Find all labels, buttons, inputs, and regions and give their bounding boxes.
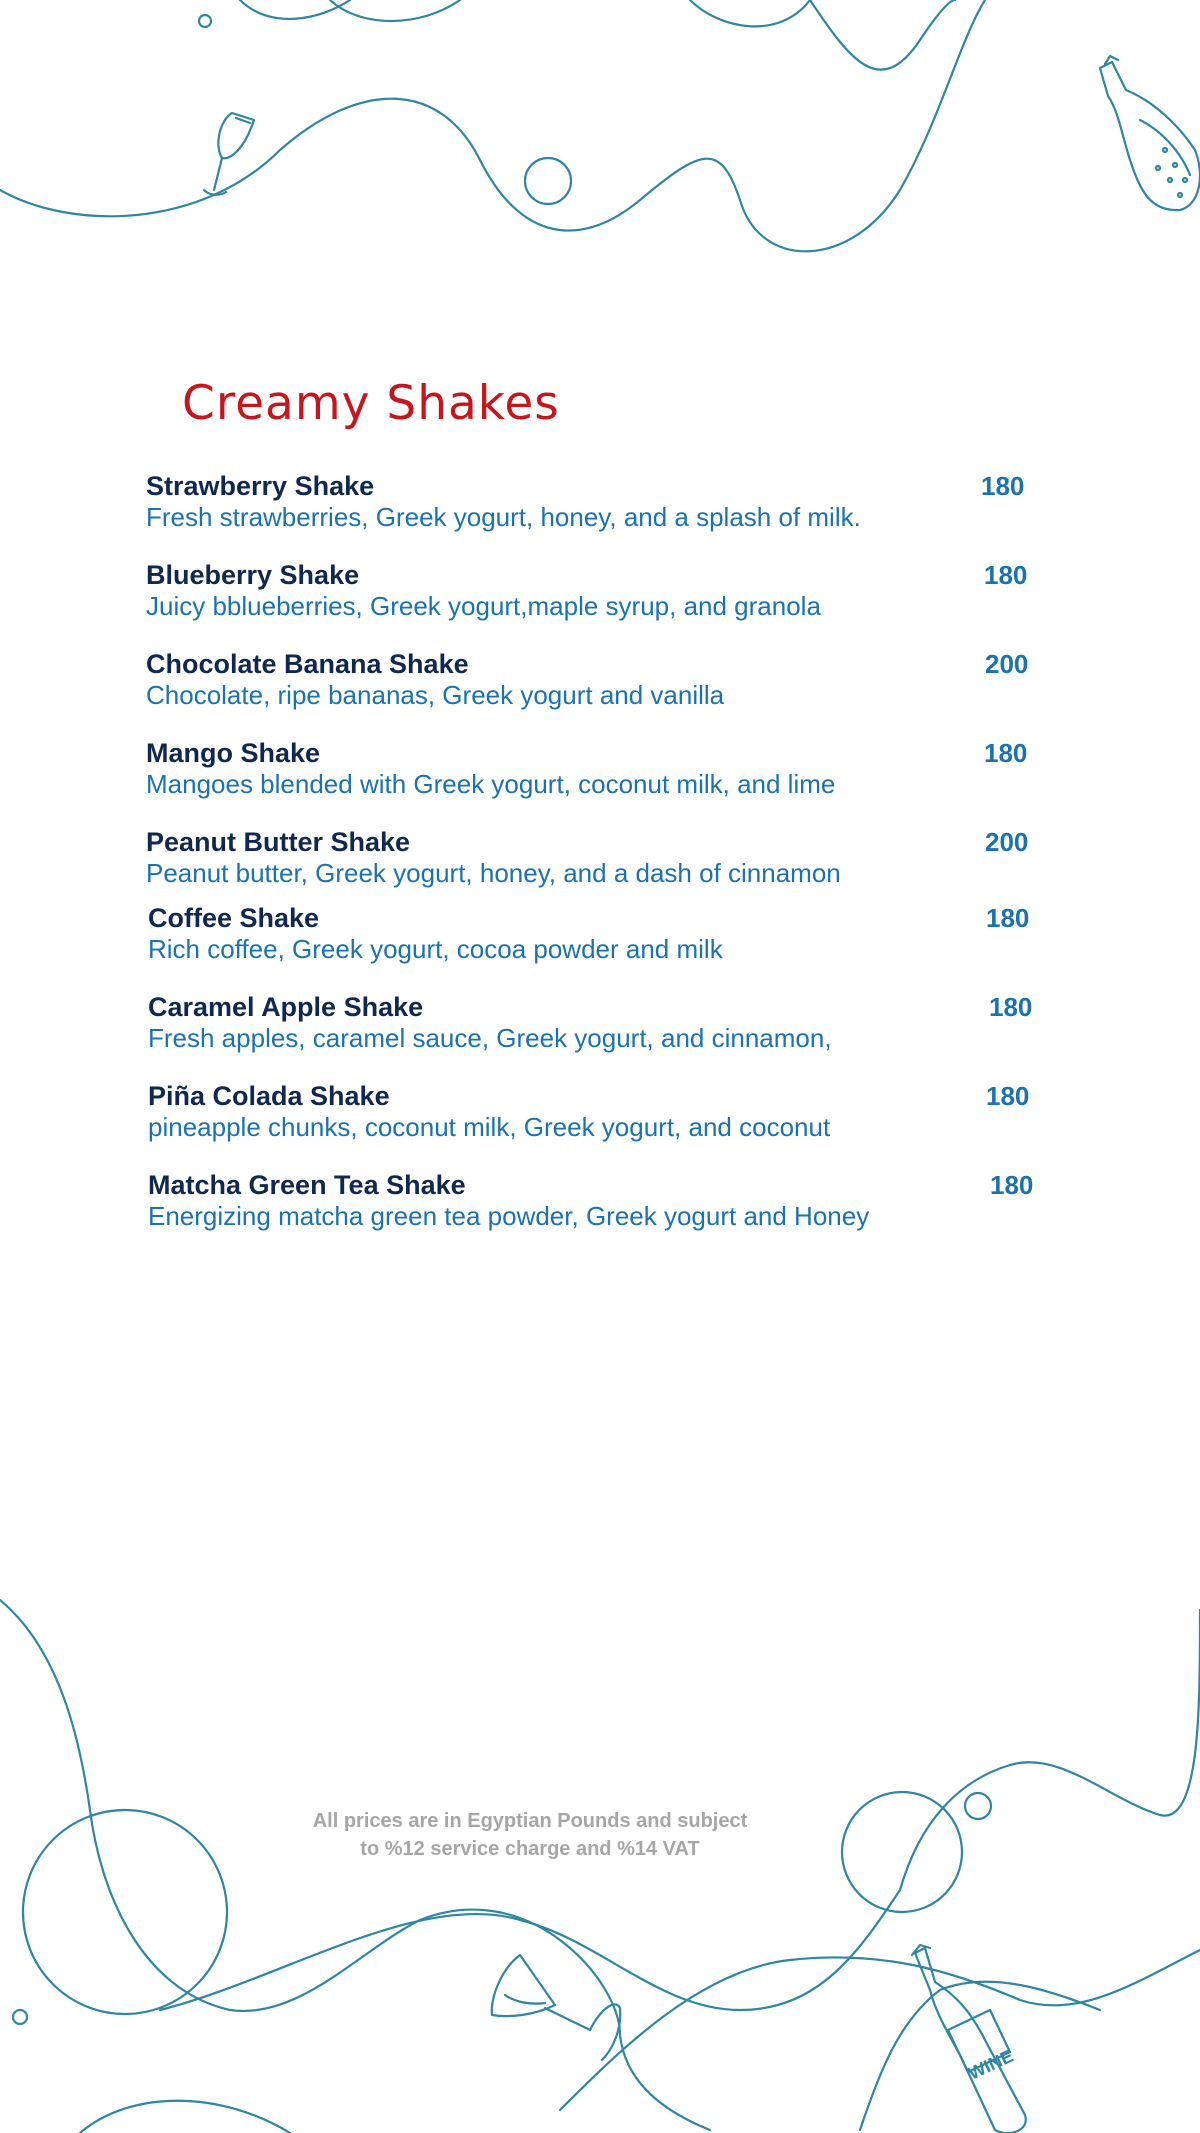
wine-glass-icon: [204, 113, 254, 195]
menu-item-caramel-apple-shake: [148, 991, 1048, 1053]
decanter-icon: [1100, 56, 1200, 210]
item-name: Blueberry Shake: [146, 560, 360, 590]
menu-item-pina-colada-shake: [148, 1080, 1048, 1142]
item-price: 180: [984, 738, 1028, 768]
item-price: 180: [981, 471, 1025, 501]
item-description: Rich coffee, Greek yogurt, cocoa powder and milk: [148, 934, 723, 964]
item-name: Piña Colada Shake: [148, 1081, 390, 1111]
item-description: Chocolate, ripe bananas, Greek yogurt and vanilla: [146, 680, 725, 710]
menu-item-matcha-green-tea-shake: [148, 1169, 1048, 1231]
item-name: Matcha Green Tea Shake: [148, 1170, 466, 1200]
menu-item-peanut-butter-shake: [146, 826, 1046, 888]
item-price: 200: [985, 649, 1029, 679]
item-price: 180: [986, 1081, 1030, 1111]
item-name: Caramel Apple Shake: [148, 992, 424, 1022]
price-disclaimer-line-1: All prices are in Egyptian Pounds and subject: [312, 1810, 748, 1832]
wine-bottle-icon: [912, 1945, 1026, 2133]
item-price: 200: [985, 827, 1029, 857]
menu-title: Creamy Shakes: [182, 376, 560, 432]
top-decoration: [0, 0, 1200, 270]
item-name: Peanut Butter Shake: [146, 827, 411, 857]
item-name: Chocolate Banana Shake: [146, 649, 469, 679]
wine-bottle-label: WINE: [965, 2045, 1017, 2084]
menu-item-strawberry-shake: [146, 470, 1046, 532]
cocktail-glass-icon: [492, 1955, 621, 2060]
price-disclaimer: [280, 1807, 780, 1863]
item-price: 180: [989, 992, 1033, 1022]
item-description: Fresh strawberries, Greek yogurt, honey, and a splash of milk.: [146, 502, 861, 532]
price-disclaimer-line-2: to %12 service charge and %14 VAT: [360, 1838, 700, 1860]
item-description: Mangoes blended with Greek yogurt, coconut milk, and lime: [146, 769, 836, 799]
item-description: Peanut butter, Greek yogurt, honey, and a dash of cinnamon: [146, 858, 841, 888]
menu-item-blueberry-shake: [146, 559, 1046, 621]
item-price: 180: [990, 1170, 1034, 1200]
menu-item-mango-shake: [146, 737, 1046, 799]
item-price: 180: [984, 560, 1028, 590]
item-description: Fresh apples, caramel sauce, Greek yogurt, and cinnamon,: [148, 1023, 832, 1053]
item-name: Mango Shake: [146, 738, 321, 768]
item-description: Juicy bblueberries, Greek yogurt,maple syrup, and granola: [146, 591, 821, 621]
item-name: Strawberry Shake: [146, 471, 375, 501]
item-name: Coffee Shake: [148, 903, 320, 933]
item-price: 180: [986, 903, 1030, 933]
menu-item-chocolate-banana-shake: [146, 648, 1046, 710]
menu-item-coffee-shake: [148, 902, 1048, 964]
item-description: Energizing matcha green tea powder, Greek yogurt and Honey: [148, 1201, 870, 1231]
item-description: pineapple chunks, coconut milk, Greek yogurt, and coconut: [148, 1112, 831, 1142]
